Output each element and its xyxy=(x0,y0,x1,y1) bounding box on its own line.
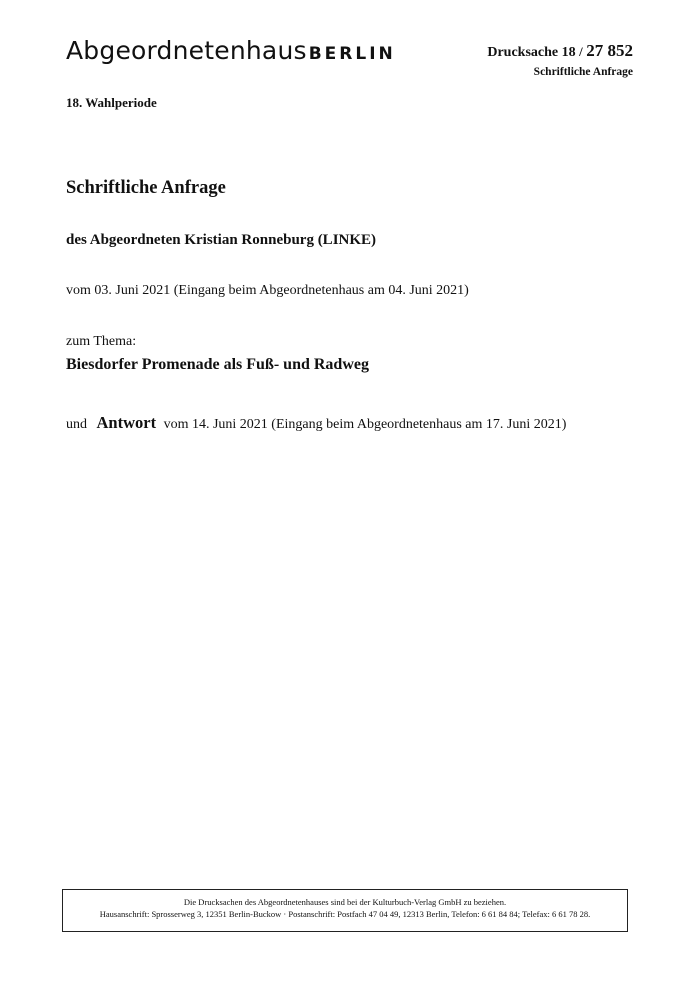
logo-city: BERLIN xyxy=(308,44,396,64)
document-type: Schriftliche Anfrage xyxy=(533,66,633,78)
document-label: Drucksache 18 xyxy=(487,45,576,60)
footer-line-address: Hausanschrift: Sprosserweg 3, 12351 Berlin-Buckow · Postanschrift: Postfach 47 04 49, 12313 Berlin, Telefon: 6 61 84 84; Telefax: 6 61 78 28. xyxy=(99,909,591,919)
inquiry-date-line: vom 03. Juni 2021 (Eingang beim Abgeordnetenhaus am 04. Juni 2021) xyxy=(66,283,469,298)
page-title: Schriftliche Anfrage xyxy=(66,178,226,198)
answer-label: Antwort xyxy=(96,413,157,432)
author-line: des Abgeordneten Kristian Ronneburg (LINKE) xyxy=(66,232,377,248)
parliament-logo xyxy=(66,36,396,70)
document-number-value: 27 852 xyxy=(586,41,633,60)
answer-date: vom 14. Juni 2021 (Eingang beim Abgeordnetenhaus am 17. Juni 2021) xyxy=(163,417,567,432)
document-number xyxy=(487,41,633,61)
election-period: 18. Wahlperiode xyxy=(66,95,157,110)
footer-line-distribution: Die Drucksachen des Abgeordnetenhauses sind bei der Kulturbuch-Verlag GmbH zu beziehen. xyxy=(183,897,507,907)
document-separator: / xyxy=(579,44,583,59)
logo-institution: Abgeordnetenhaus xyxy=(66,36,307,65)
footer-box xyxy=(62,889,628,932)
answer-prefix: und xyxy=(66,417,87,432)
topic-label: zum Thema: xyxy=(66,334,137,349)
answer-line xyxy=(66,413,566,433)
topic-title: Biesdorfer Promenade als Fuß- und Radweg xyxy=(66,356,369,373)
